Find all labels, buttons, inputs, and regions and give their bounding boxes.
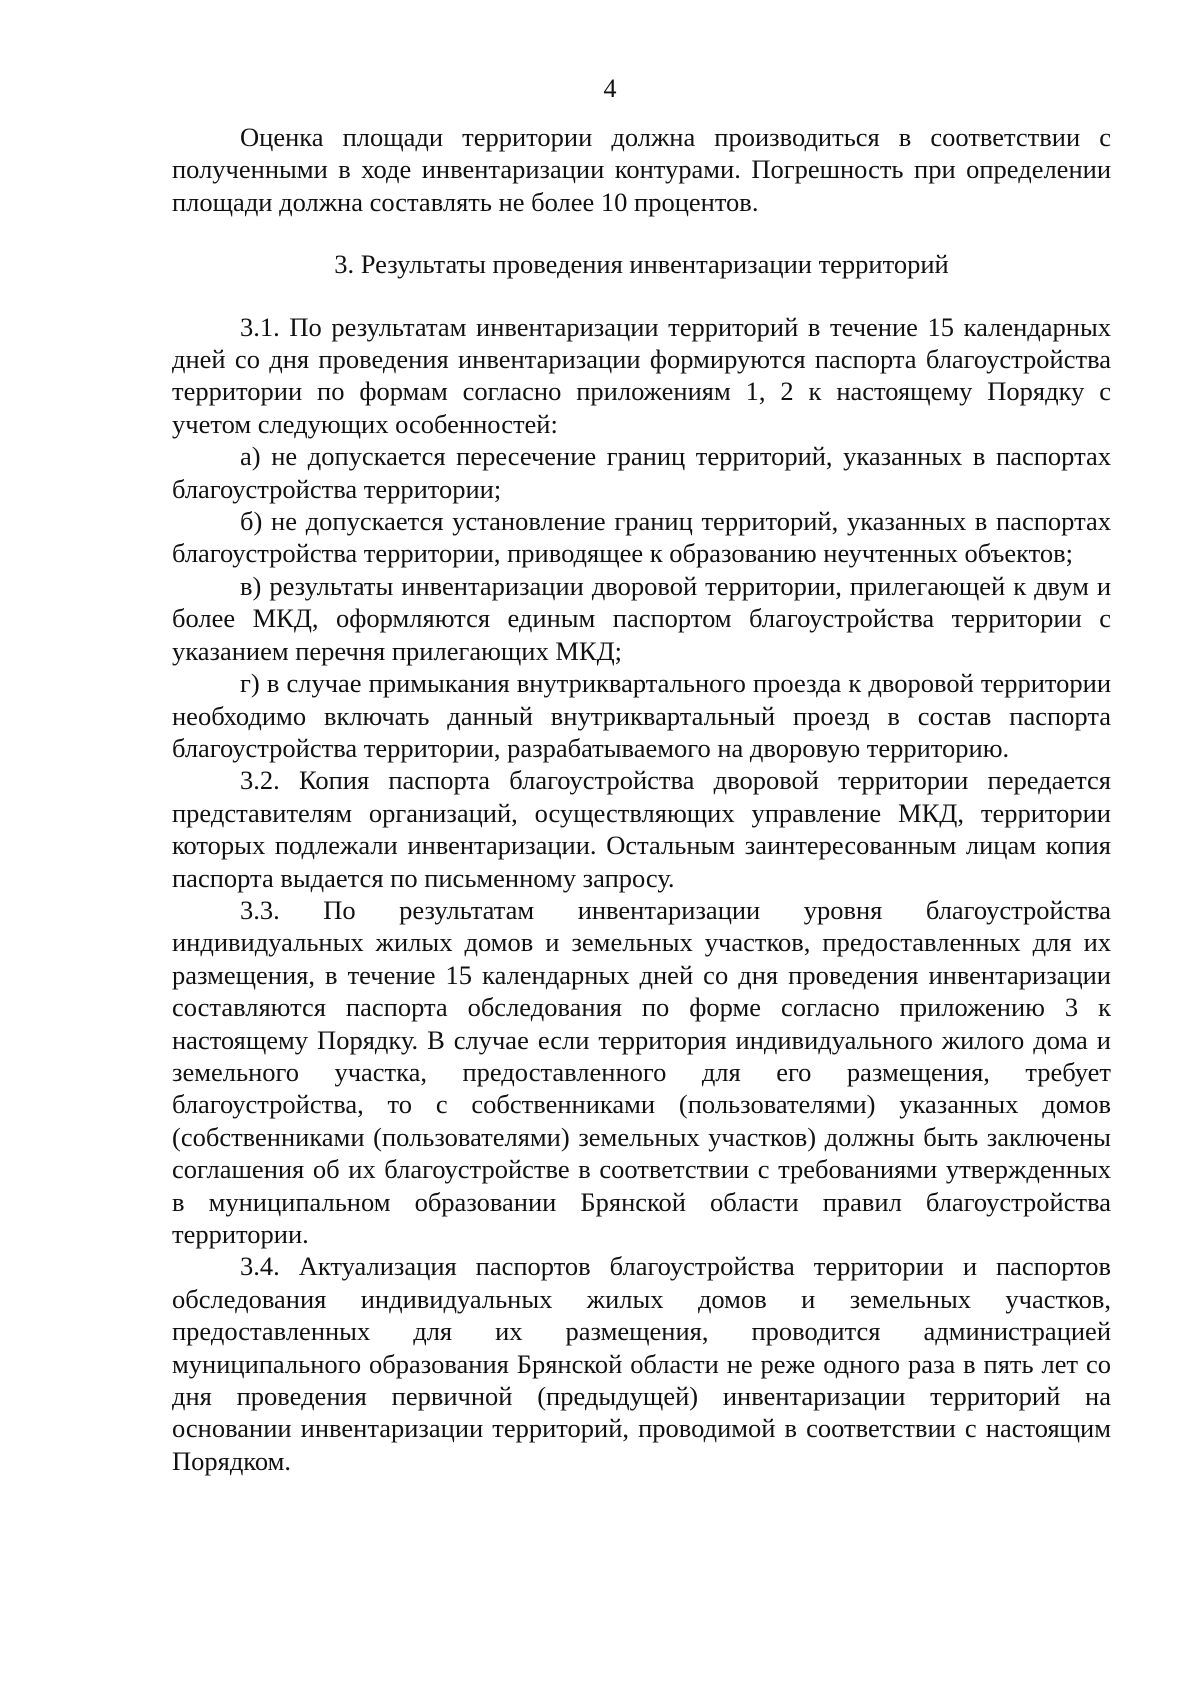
paragraph-3-1: 3.1. По результатам инвентаризации территорий в течение 15 календарных дней со дня проведения инвентаризации формируются паспорта благоустройства территории по формам согласно приложениям 1, 2 к настоящему Порядку с учетом следующих особенностей: bbox=[172, 311, 1111, 439]
document-body bbox=[172, 121, 1111, 1477]
section-title: 3. Результаты проведения инвентаризации территорий bbox=[334, 249, 949, 280]
paragraph-3-1-g: г) в случае примыкания внутриквартального проезда к дворовой территории необходимо включать данный внутриквартальный проезд в состав паспорта благоустройства территории, разрабатываемого на дворовую территорию. bbox=[172, 668, 1111, 763]
paragraph-3-1-v: в) результаты инвентаризации дворовой территории, прилегающей к двум и более МКД, оформляются единым паспортом благоустройства территории с указанием перечня прилегающих МКД; bbox=[172, 570, 1111, 666]
paragraph-3-4: 3.4. Актуализация паспортов благоустройства территории и паспортов обследования индивидуальных жилых домов и земельных участков, предоставленных для их размещения, проводится администрацией муниципального образования Брянской области не реже одного раза в пять лет со дня проведения первичной (предыдущей) инвентаризации территорий на основании инвентаризации территорий, проводимой в соответствии с настоящим Порядком. bbox=[172, 1251, 1111, 1476]
paragraph-3-3: 3.3. По результатам инвентаризации уровня благоустройства индивидуальных жилых домов и земельных участков, предоставленных для их размещения, в течение 15 календарных дней со дня проведения инвентаризации составляются паспорта обследования по форме согласно приложению 3 к настоящему Порядку. В случае если территория индивидуального жилого дома и земельного участка, предоставленного для его размещения, требует благоустройства, то с собственниками (пользователями) указанных домов (собственниками (пользователями) земельных участков) должны быть заключены соглашения об их благоустройстве в соответствии с требованиями утвержденных в муниципальном образовании Брянской области правил благоустройства территории. bbox=[172, 894, 1111, 1249]
paragraph-3-2: 3.2. Копия паспорта благоустройства дворовой территории передается представителям организаций, осуществляющих управление МКД, территории которых подлежали инвентаризации. Остальным заинтересованным лицам копия паспорта выдается по письменному запросу. bbox=[172, 765, 1111, 893]
intro-paragraph: Оценка площади территории должна производиться в соответствии с полученными в ходе инвентаризации контурами. Погрешность при определении площади должна составлять не более 10 процентов. bbox=[172, 122, 1111, 217]
paragraph-3-1-b: б) не допускается установление границ территорий, указанных в паспортах благоустройства территории, приводящее к образованию неучтенных объектов; bbox=[172, 506, 1111, 569]
page-number: 4 bbox=[603, 74, 617, 103]
paragraph-3-1-a: а) не допускается пересечение границ территорий, указанных в паспортах благоустройства территории; bbox=[172, 441, 1111, 504]
